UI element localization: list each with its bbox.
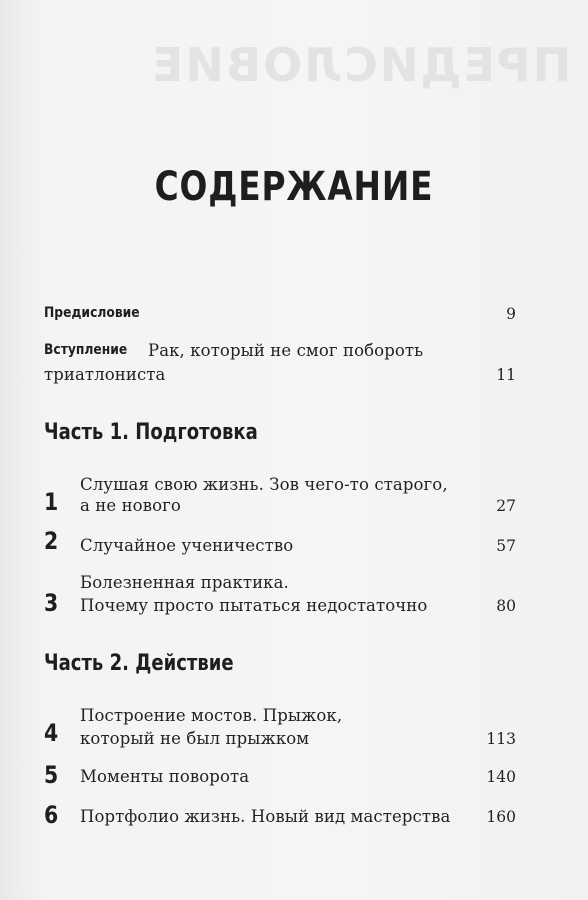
chapter-2-page: 57 xyxy=(496,537,516,555)
toc-title-introduction-line-1: Рак, который не смог побороть xyxy=(148,341,424,360)
chapter-1-page: 27 xyxy=(496,497,516,515)
bleed-through-line xyxy=(40,70,44,84)
chapter-1-title-line-1: Слушая свою жизнь. Зов чего-то старого, xyxy=(80,475,448,494)
chapter-1-title-line-2: а не нового xyxy=(80,496,181,515)
chapter-5-title-line-1: Моменты поворота xyxy=(80,767,250,786)
chapter-4-title-line-1: Построение мостов. Прыжок, xyxy=(80,706,343,725)
chapter-6-page: 160 xyxy=(486,808,516,826)
chapter-3-number: 3 xyxy=(44,589,59,617)
chapter-2-title-line-1: Случайное ученичество xyxy=(80,536,294,555)
chapter-3-page: 80 xyxy=(496,597,516,615)
chapter-5-page: 140 xyxy=(486,768,516,786)
part-1-title: Часть 1. Подготовка xyxy=(44,420,258,445)
bleed-through-heading: ПРЕДИСЛОВИЕ xyxy=(150,38,572,92)
chapter-5-number: 5 xyxy=(44,761,59,789)
toc-page-introduction: 11 xyxy=(496,366,516,384)
toc-label-preface: Предисловие xyxy=(44,305,140,321)
part-2-title: Часть 2. Действие xyxy=(44,651,234,676)
page-title: СОДЕРЖАНИЕ xyxy=(154,164,434,210)
chapter-3-title-line-2: Почему просто пытаться недостаточно xyxy=(80,596,428,615)
toc-page-preface: 9 xyxy=(506,305,516,323)
chapter-1-number: 1 xyxy=(44,488,59,516)
chapter-6-number: 6 xyxy=(44,801,59,829)
chapter-4-title-line-2: который не был прыжком xyxy=(80,729,310,748)
toc-label-introduction: Вступление xyxy=(44,342,128,358)
chapter-4-number: 4 xyxy=(44,719,59,747)
chapter-4-page: 113 xyxy=(486,730,516,748)
chapter-3-title-line-1: Болезненная практика. xyxy=(80,573,289,592)
chapter-2-number: 2 xyxy=(44,527,59,555)
toc-title-introduction-line-2: триатлониста xyxy=(44,365,166,384)
chapter-6-title-line-1: Портфолио жизнь. Новый вид мастерства xyxy=(80,807,451,826)
